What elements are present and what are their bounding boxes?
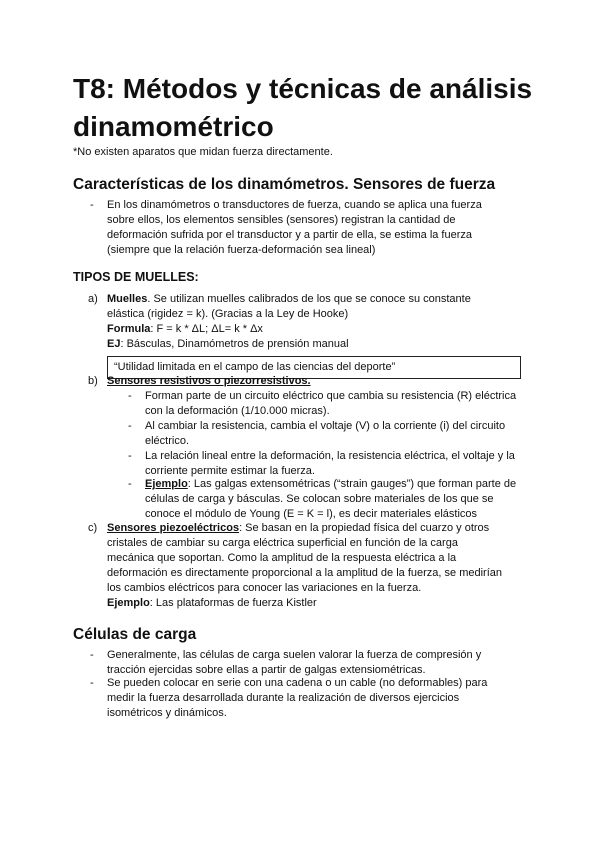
term-resistivos: Sensores resistivos o piezorresistivos.: [107, 375, 311, 387]
sub-list-item-text: La relación lineal entre la deformación, la resistencia eléctrica, el voltaje y la corriente permite estimar la fuerza.: [145, 450, 515, 477]
list-item-text: En los dinamómetros o transductores de fuerza, cuando se aplica una fuerza sobre ellos, los elementos sensibles (sensores) registran la cantidad de deformación sufrida por el transductor y a partir de ella, se estima la fuerza (siempre que la relación fuerza-deformación sea lineal): [107, 199, 482, 256]
page-title: T8: Métodos y técnicas de análisis dinamométrico: [73, 73, 533, 142]
sub-list-item-text: Al cambiar la resistencia, cambia el voltaje (V) o la corriente (i) del circuito eléctrico.: [145, 420, 506, 447]
term-piezoelectricos: Sensores piezoeléctricos: [107, 522, 240, 534]
list-item: [90, 676, 510, 721]
dash-bullet: -: [128, 390, 132, 402]
ej-text: : Básculas, Dinamómetros de prensión manual: [120, 338, 349, 350]
list-item-text: Generalmente, las células de carga suelen valorar la fuerza de compresión y tracción ejercidas sobre ellas a partir de galgas extensiométricas.: [107, 649, 482, 676]
list-marker: c): [88, 522, 98, 534]
piezo-text: : Se basan en la propiedad física del cuarzo y otros cristales de cambiar su carga eléctrica superficial en función de la carga mecánica que soportan. Como la amplitud de la respuesta eléctrica a la deformación es directamente proporcional a la amplitud de la fuerza, se medirían los cambios eléctricos para conocer las variaciones en la fuerza.: [107, 522, 502, 594]
formula-text: : F = k * ΔL; ΔL= k * Δx: [150, 323, 263, 335]
list-marker: b): [88, 375, 98, 387]
section-heading-celulas: Células de carga: [73, 626, 197, 643]
dash-bullet: -: [128, 420, 132, 432]
list-item-resistivos: [88, 374, 508, 389]
example-text: : Las plataformas de fuerza Kistler: [149, 597, 317, 609]
dash-bullet: -: [90, 677, 94, 689]
list-marker: a): [88, 293, 98, 305]
example-label: Ejemplo: [107, 597, 150, 609]
example-label: Ejemplo: [145, 478, 188, 490]
tipos-heading: TIPOS DE MUELLES:: [73, 270, 199, 284]
dash-bullet: -: [128, 450, 132, 462]
quote-box: “Utilidad limitada en el campo de las ciencias del deporte”: [107, 356, 521, 379]
section-heading-dinamometros: Características de los dinamómetros. Sensores de fuerza: [73, 176, 496, 193]
dash-bullet: -: [128, 478, 132, 490]
formula-label: Formula: [107, 323, 151, 335]
list-item: [90, 648, 510, 678]
example-text: : Las galgas extensométricas (“strain gauges”) que forman parte de células de carga y básculas. Se colocan sobre materiales de los que se conoce el módulo de Young (E = K = l), es decir materiales elásticos: [145, 478, 517, 520]
sub-list-item: [128, 477, 518, 522]
list-item-piezoelectricos: [88, 521, 508, 611]
sub-list-item-text: Forman parte de un circuito eléctrico que cambia su resistencia (R) eléctrica con la deformación (1/10.000 micras).: [145, 390, 517, 417]
muelles-text: . Se utilizan muelles calibrados de los que se conoce su constante elástica (rigidez = k). (Gracias a la Ley de Hooke): [107, 293, 471, 320]
ej-label: EJ: [107, 338, 121, 350]
dash-bullet: -: [90, 649, 94, 661]
intro-note: *No existen aparatos que midan fuerza directamente.: [73, 146, 333, 158]
list-item-muelles: [88, 292, 508, 379]
term-muelles: Muelles: [107, 293, 148, 305]
sub-list-item: [128, 389, 518, 419]
dash-bullet: -: [90, 199, 94, 211]
sub-list-item: [128, 419, 518, 449]
list-item-text: Se pueden colocar en serie con una cadena o un cable (no deformables) para medir la fuerza desarrollada durante la realización de diversos ejercicios isométricos y dinámicos.: [107, 677, 488, 719]
sub-list-item: [128, 449, 518, 479]
list-item: [90, 198, 510, 258]
